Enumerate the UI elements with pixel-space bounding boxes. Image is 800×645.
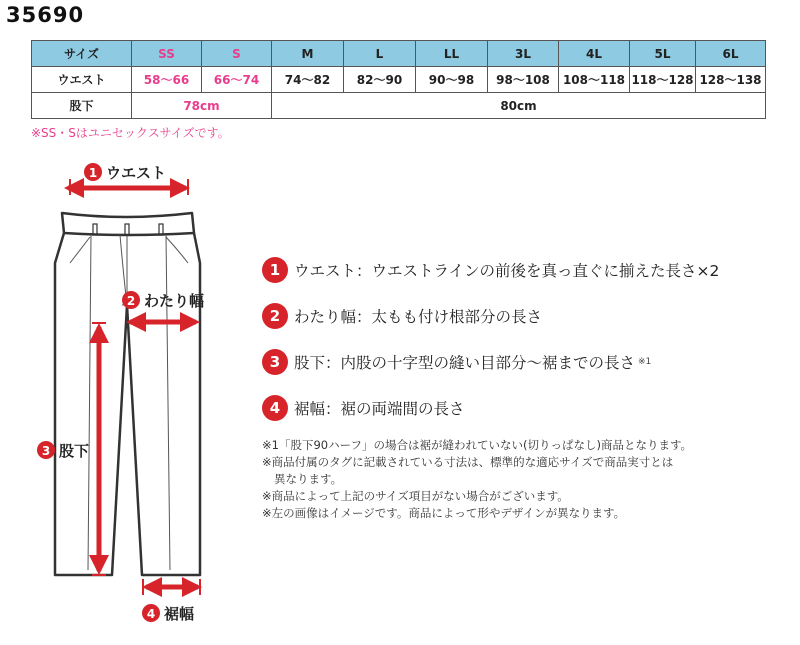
header-cell: 3L (488, 41, 559, 67)
svg-text:3: 3 (41, 444, 51, 458)
label-waist (84, 163, 166, 182)
label-thigh (122, 291, 204, 310)
desc-text: ウエスト：ウエストラインの前後を真っ直ぐに揃えた長さ×2 (294, 262, 720, 280)
header-cell: 4L (559, 41, 630, 67)
svg-text:わたり幅: わたり幅 (144, 292, 205, 310)
waist-cell: 90〜98 (416, 67, 488, 93)
header-cell: 6L (696, 41, 766, 67)
inseam-other-cell: 80cm (272, 93, 766, 119)
desc-text: 裾幅：裾の両端間の長さ (294, 400, 465, 418)
header-cell: M (272, 41, 344, 67)
note-line: ※商品付属のタグに記載されている寸法は、標準的な適応サイズで商品実寸とは (262, 455, 674, 469)
inseam-row (32, 93, 766, 119)
waist-cell: 82〜90 (344, 67, 416, 93)
label-hem (142, 604, 194, 623)
label-inseam (37, 441, 89, 460)
waist-cell: 66〜74 (202, 67, 272, 93)
footnote-ref: ※1 (638, 357, 652, 367)
number-badge: 3 (262, 349, 288, 375)
waist-cell: 98〜108 (488, 67, 559, 93)
waist-cell: 108〜118 (559, 67, 630, 93)
header-cell: 5L (630, 41, 696, 67)
header-cell: L (344, 41, 416, 67)
note-line: ※商品によって上記のサイズ項目がない場合がございます。 (262, 489, 569, 503)
header-cell: SS (132, 41, 202, 67)
desc-text: わたり幅：太もも付け根部分の長さ (294, 308, 543, 326)
svg-text:1: 1 (88, 166, 98, 180)
desc-text: 股下：内股の十字型の縫い目部分〜裾までの長さ (294, 354, 636, 372)
desc-hem (262, 393, 465, 423)
size-table (31, 40, 766, 119)
desc-waist (262, 255, 719, 285)
waist-cell: 118〜128 (630, 67, 696, 93)
note-line: ※1「股下90ハーフ」の場合は裾が縫われていない(切りっぱなし)商品となります。 (262, 438, 693, 452)
waist-cell: 128〜138 (696, 67, 766, 93)
size-header-row (32, 41, 766, 67)
svg-text:股下: 股下 (59, 442, 90, 460)
row-label: 股下 (32, 93, 132, 119)
waist-row (32, 67, 766, 93)
pants-diagram (0, 155, 240, 645)
waist-cell: 58〜66 (132, 67, 202, 93)
header-cell: S (202, 41, 272, 67)
row-label: ウエスト (32, 67, 132, 93)
waist-cell: 74〜82 (272, 67, 344, 93)
note-line: ※左の画像はイメージです。商品によって形やデザインが異なります。 (262, 506, 626, 520)
desc-inseam (262, 347, 651, 377)
number-badge: 1 (262, 257, 288, 283)
svg-text:裾幅: 裾幅 (164, 605, 195, 623)
svg-text:ウエスト: ウエスト (106, 164, 167, 182)
inseam-unisex-cell: 78cm (132, 93, 272, 119)
number-badge: 2 (262, 303, 288, 329)
header-cell: サイズ (32, 41, 132, 67)
number-badge: 4 (262, 395, 288, 421)
note-line: 異なります。 (274, 472, 343, 486)
unisex-note: ※SS・Sはユニセックスサイズです。 (31, 126, 230, 140)
svg-text:2: 2 (126, 294, 136, 308)
header-cell: LL (416, 41, 488, 67)
footnotes (262, 437, 782, 522)
svg-text:4: 4 (146, 607, 156, 621)
desc-thigh (262, 301, 542, 331)
product-code: 35690 (6, 3, 85, 27)
